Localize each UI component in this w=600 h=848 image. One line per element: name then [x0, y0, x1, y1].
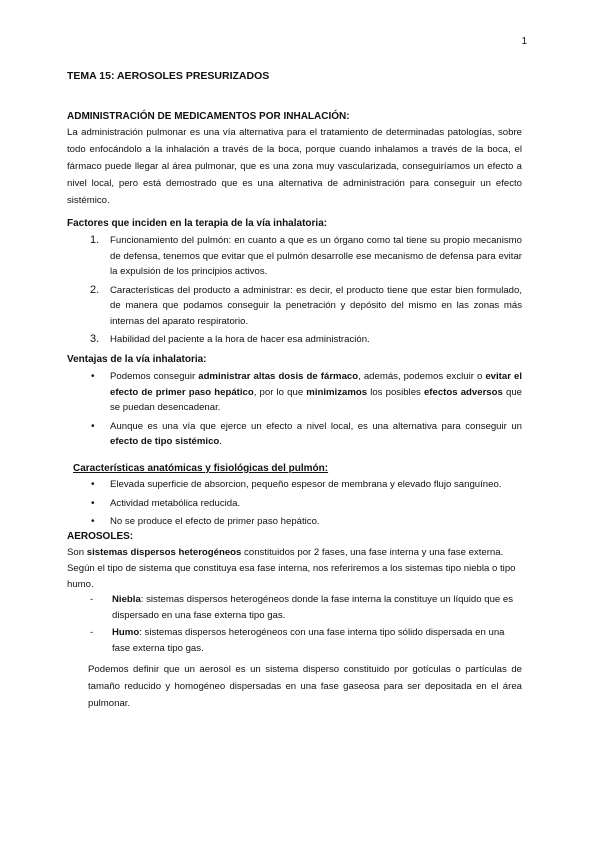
factores-list [90, 233, 522, 351]
list-item [90, 625, 522, 656]
bullet-icon: • [91, 479, 95, 490]
page-title: TEMA 15: AEROSOLES PRESURIZADOS [67, 70, 270, 82]
bullet-icon: • [91, 497, 95, 509]
bullet-icon: • [91, 516, 95, 527]
list-item [90, 592, 522, 623]
page-number: 1 [521, 36, 527, 47]
aerosol-definition: Podemos definir que un aerosol es un sistema disperso constituido por gotículas o partículas de tamaño reducido y homogéneo dispersadas en una fase gaseosa para ser depositada en el área pulmonar. [88, 664, 522, 709]
list-item [90, 233, 522, 280]
list-item-text: Características del producto a administrar: es decir, el producto tiene que estar bien formulado, de manera que podamos conseguir la penetración y depósito del mismo en las zonas más internas del aparato respiratorio. [110, 284, 522, 327]
text-run: que se puedan desencadenar. [110, 386, 522, 413]
text-run: : sistemas dispersos heterogéneos con una fase interna tipo sólido dispersada en una fase externa tipo gas. [112, 627, 505, 654]
list-item [90, 477, 522, 493]
dash-marker: - [90, 627, 94, 638]
list-item [90, 283, 522, 330]
bold-run: Niebla [112, 594, 141, 605]
bold-run: efecto de tipo sistémico [110, 436, 220, 447]
caracteristicas-heading: Características anatómicas y fisiológicas del pulmón: [73, 463, 329, 474]
bold-run: minimizamos [306, 386, 368, 398]
list-number: 3. [90, 333, 100, 345]
list-number: 1. [90, 234, 100, 246]
caracteristicas-list [90, 477, 522, 533]
aerosoles-p2: Según el tipo de sistema que constituya esa fase interna, nos referiremos a los sistemas tipo niebla o tipo humo. [67, 563, 516, 590]
list-item [90, 496, 522, 512]
aerosol-types-list [90, 592, 522, 658]
aerosoles-p1 [67, 545, 522, 561]
bold-run: administrar altas dosis de fármaco [198, 371, 359, 382]
text-run: , además, podemos excluir o [358, 371, 486, 382]
list-item-text: Funcionamiento del pulmón: en cuanto a que es un órgano como tal tiene su propio mecanismo de defensa, tenemos que evitar que el pulmón desarrolle ese mecanismo de defensa para evitar la expulsión de los principios activos. [110, 235, 522, 277]
bold-run: Humo [112, 627, 140, 638]
bold-run: efectos adversos [423, 386, 503, 398]
admin-body: La administración pulmonar es una vía alternativa para el tratamiento de determinadas patologías, sobre todo enfocándolo a la inhalación a través de la boca, porque cuando inhalamos a través de la boca, el fármaco puede llegar al área pulmonar, que es una zona muy vascularizada, conseguiríamos un efecto a nivel local, pero está demostrado que es una alternativa de administración para conseguir un efecto sistémico. [67, 127, 522, 206]
list-item [90, 419, 522, 450]
list-item [90, 514, 522, 530]
admin-heading: ADMINISTRACIÓN DE MEDICAMENTOS POR INHALACIÓN: [67, 111, 350, 122]
aerosoles-paragraph [67, 545, 522, 593]
bold-run: sistemas dispersos heterogéneos [86, 547, 242, 558]
ventajas-list [90, 369, 522, 453]
text-run: . [219, 436, 222, 447]
list-item-text: Elevada superficie de absorcion, pequeño espesor de membrana y elevado flujo sanguíneo. [110, 479, 502, 490]
bullet-icon: • [91, 371, 95, 382]
dash-marker: - [90, 594, 94, 605]
text-run: Son [67, 547, 87, 558]
bold-run: evitar el efecto de primer paso hepático [110, 371, 522, 398]
text-run: constituidos por 2 fases, una fase interna y una fase externa. [241, 547, 504, 558]
factores-heading: Factores que inciden en la terapia de la vía inhalatoria: [67, 218, 328, 229]
admin-paragraph [67, 124, 522, 209]
text-run: Podemos conseguir [110, 371, 199, 382]
bullet-icon: • [91, 420, 95, 432]
text-run: : sistemas dispersos heterogéneos donde la fase interna la constituye un líquido que es dispersado en una fase externa tipo gas. [112, 594, 514, 621]
list-item-text: No se produce el efecto de primer paso hepático. [110, 516, 320, 527]
list-item [90, 332, 522, 348]
list-item [90, 369, 522, 416]
text-run: los posibles [367, 386, 424, 398]
aerosoles-heading: AEROSOLES: [67, 531, 134, 542]
list-item-text: Actividad metabólica reducida. [110, 497, 241, 509]
text-run: Aunque es una vía que ejerce un efecto a nivel local, es una alternativa para conseguir un [110, 420, 522, 432]
list-number: 2. [90, 283, 100, 296]
ventajas-heading: Ventajas de la vía inhalatoria: [67, 354, 207, 365]
list-item-text: Habilidad del paciente a la hora de hacer esa administración. [110, 334, 370, 345]
text-run: , por lo que [253, 386, 307, 398]
